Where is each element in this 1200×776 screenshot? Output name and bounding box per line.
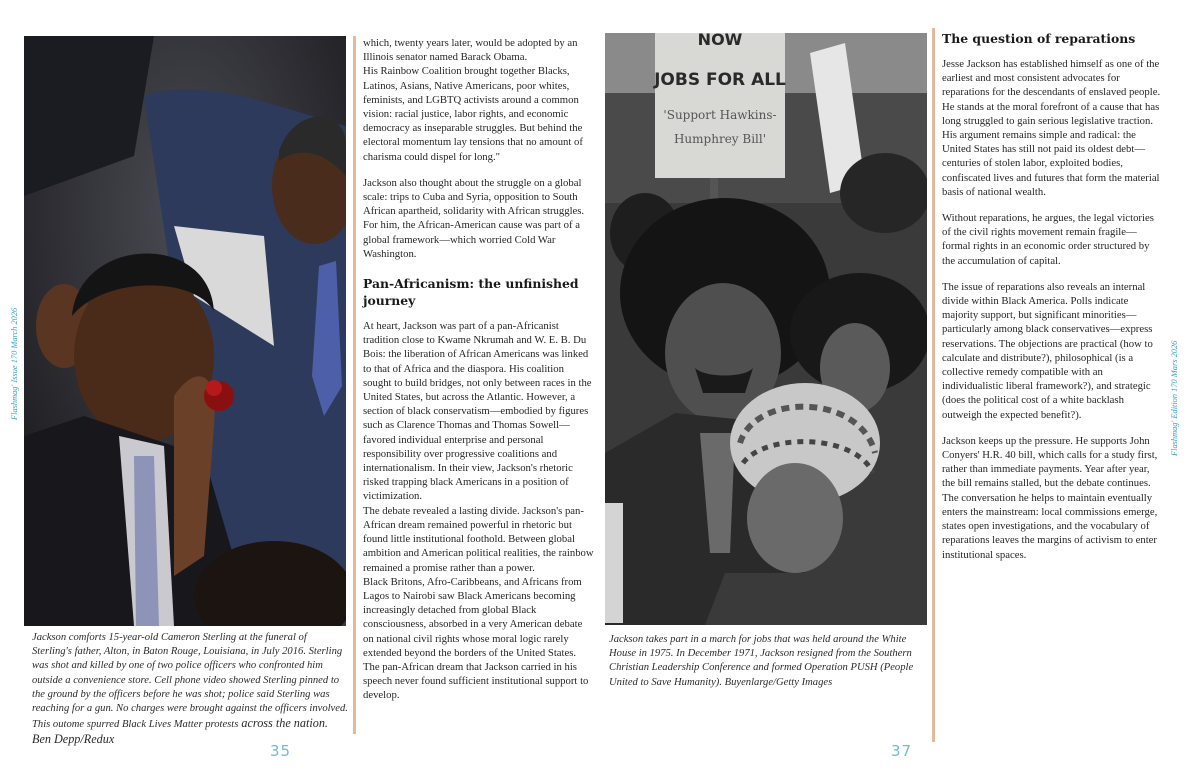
paragraph: At heart, Jackson was part of a pan-Africanist tradition close to Kwame Nkrumah and W. E. B. Du Bois: the liberation of African Americans was linked to that of Africa and the diaspora. His coalition sought to build bridges, not only between races in the United States, but across the Atlantic. However, a section of black conservatism—embodied by figures such as Clarence Thomas and Thomas Sowell—favored individual enterprise and personal responsibility over progressive coalitions and internationalism. In their view, Jackson's rhetoric risked trapping black Americans in a position of victimization. <box>363 320 592 503</box>
funeral-photo <box>24 36 346 626</box>
sign-text-support: 'Support Hawkins- <box>663 108 777 122</box>
paragraph: Black Britons, Afro-Caribbeans, and Africans from Lagos to Nairobi saw Black Americans becoming increasingly detached from global Black consciousness, absorbed in a very American debate on national civil rights whose moral logic rarely extended beyond the borders of the United States. The pan-African dream that Jackson carried in his speech never found sufficient institutional support to develop. <box>363 575 589 702</box>
paragraph: Jesse Jackson has established himself as one of the earliest and most consistent advocates for reparations for the descendants of enslaved people. He stands at the moral forefront of a cause that has long struggled to gain serious legislative traction. His argument remains simple and radical: the United States has still not paid its oldest debt—centuries of stolen labor, exploited bodies, confiscated lives and futures that form the material basis of national wealth. <box>942 58 1161 198</box>
funeral-caption-credit: across the nation. Ben Depp/Redux <box>32 716 328 747</box>
paragraph: Without reparations, he argues, the legal victories of the civil rights movement remain fragile—formal rights in an economic order structured by the accumulation of capital. <box>942 212 1154 267</box>
sign-text-humphrey: Humphrey Bill' <box>673 132 767 146</box>
paragraph: The debate revealed a lasting divide. Jackson's pan-African dream remained powerful in rhetoric but found little institutional foothold. Between global ambition and American political realities, the rainbow remained a promise rather than a power. <box>363 504 594 574</box>
right-column-rule <box>932 28 935 742</box>
paragraph: Jackson keeps up the pressure. He supports John Conyers' H.R. 40 bill, which calls for a study first, rather than immediate payments. Year after year, the bill remains stalled, but the debate continues. The conversation he helps to maintain eventually enters the mainstream: local commissions emerge, states open investigations, and the vocabulary of reparations leaves the margins of activism to enter institutional spaces. <box>942 434 1158 561</box>
left-column-rule <box>353 36 356 734</box>
right-side-label: Flashmag' Edition 170 Mars 2026 <box>1170 340 1179 456</box>
march-photo <box>605 33 927 625</box>
paragraph: The issue of reparations also reveals an internal divide within Black America. Polls indicate majority support, but significant minorities—particularly among black conservatives—express reservations. The objections are practical (how to calculate and distribute?), philosophical (is a collective remedy compatible with an individualistic liberal framework?), and strategic (does the political cost of a white backlash outweigh the expected benefit?). <box>942 280 1153 421</box>
right-text-column <box>942 28 1164 562</box>
sign-text-now: NOW <box>697 33 743 49</box>
march-photo-caption: Jackson takes part in a march for jobs that was held around the White House in 1975. In December 1971, Jackson resigned from the Southern Christian Leadership Conference and formed Operation PUSH (People United to Save Humanity). Buyenlarge/Getty Images <box>609 634 914 688</box>
left-side-label: Flashmag' Issue 170 March 2026 <box>10 307 19 420</box>
paragraph: which, twenty years later, would be adopted by an Illinois senator named Barack Obama. <box>363 37 578 64</box>
funeral-photo-illustration <box>24 36 346 626</box>
sign-text-jobs: JOBS FOR ALL <box>654 70 786 90</box>
funeral-caption-text: Jackson comforts 15-year-old Cameron Sterling at the funeral of Sterling's father, Alton, in Baton Rouge, Louisiana, in July 2016. Sterling was shot and killed by one of two police officers who confronted him outside a convenience store. Cell phone video showed Sterling pinned to the ground by the officers before he was shot; police said Sterling was reaching for a gun. No charges were brought against the officers involved. This outome spurred Black Lives Matter protests <box>32 632 348 731</box>
section-heading-pan-africanism: Pan-Africanism: the unfinished journey <box>363 276 579 309</box>
page-number-left: 35 <box>270 742 292 760</box>
paragraph: His Rainbow Coalition brought together Blacks, Latinos, Asians, Native Americans, poor whites, feminists, and LGBTQ activists around a common vision: racial justice, labor rights, and economic democracy as inseparable struggles. But behind the electoral momentum lay tensions that no amount of charisma could dispel for long." <box>363 65 583 163</box>
page-number-right: 37 <box>891 742 913 760</box>
left-text-column <box>363 36 595 703</box>
funeral-photo-caption <box>32 631 348 749</box>
march-photo-illustration <box>605 33 927 625</box>
section-heading-reparations: The question of reparations <box>942 31 1136 46</box>
paragraph: Jackson also thought about the struggle on a global scale: trips to Cuba and Syria, opposition to South African apartheid, solidarity with African struggles. For him, the African-American cause was part of a global framework—which worried Cold War Washington. <box>363 176 585 260</box>
